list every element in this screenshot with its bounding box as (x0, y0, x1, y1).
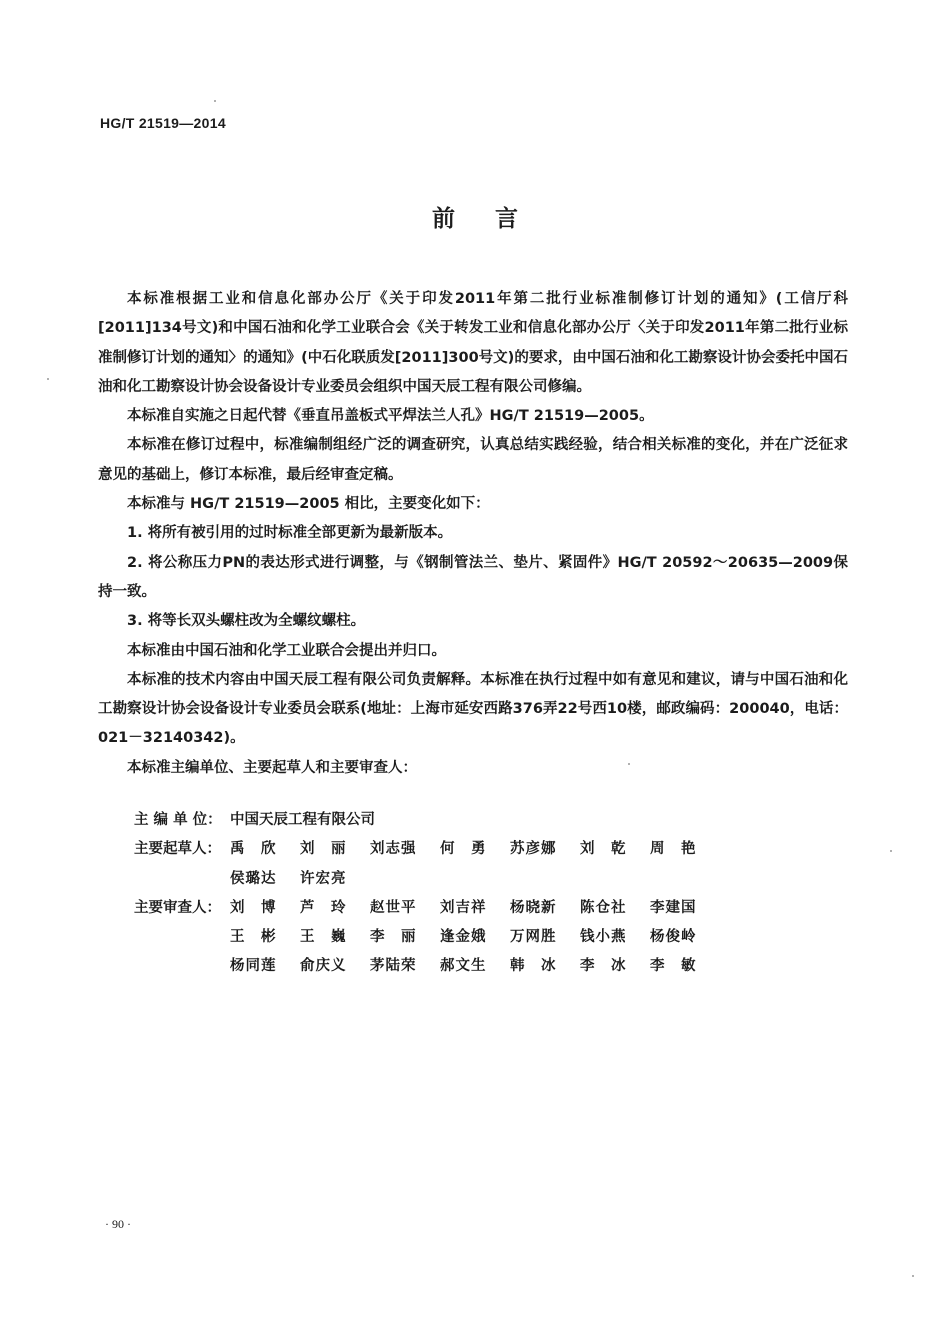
person-name: 禹 欣 (230, 841, 277, 858)
page-number: · 90 · (105, 1217, 131, 1231)
person-name: 陈仓社 (580, 899, 627, 916)
reviewers-row-2 (134, 923, 720, 952)
paragraph: 本标准与 HG/T 21519—2005 相比，主要变化如下： (127, 496, 490, 513)
scan-speck (47, 378, 49, 380)
reviewers-row-3 (134, 952, 720, 981)
person-name: 俞庆义 (300, 958, 347, 975)
person-name: 刘志强 (370, 841, 417, 858)
page-title: 前言 (432, 206, 558, 232)
drafters-label: 主要起草人： (134, 841, 221, 858)
chief-unit-label: 主 编 单 位： (134, 812, 222, 828)
reviewers-label: 主要审查人： (134, 899, 221, 916)
person-name: 何 勇 (440, 841, 487, 858)
drafters-row-2 (134, 865, 720, 894)
person-name: 刘 乾 (580, 841, 627, 858)
person-name: 杨俊岭 (650, 929, 697, 946)
drafters-names (230, 865, 370, 894)
drafters-row (134, 835, 720, 864)
person-name: 周 艳 (650, 841, 697, 858)
drafters-names (230, 835, 720, 864)
preface-body (98, 285, 848, 783)
paragraph: 本标准在修订过程中，标准编制组经广泛的调查研究，认真总结实践经验，结合相关标准的变化，并在广泛征求意见的基础上，修订本标准，最后经审查定稿。 (98, 437, 848, 483)
change-item: 2. 将公称压力PN的表达形式进行调整，与《钢制管法兰、垫片、紧固件》HG/T 20592～20635—2009保持一致。 (98, 554, 848, 600)
reviewers-names (230, 952, 720, 981)
person-name: 李 冰 (580, 958, 627, 975)
person-name: 李 敏 (650, 958, 697, 975)
person-name: 刘吉祥 (440, 899, 487, 916)
person-name: 杨同莲 (230, 958, 277, 975)
scan-speck (628, 763, 630, 765)
paragraph: 本标准由中国石油和化学工业联合会提出并归口。 (127, 642, 446, 659)
person-name: 李 丽 (370, 929, 417, 946)
person-name: 苏彦娜 (510, 841, 557, 858)
change-item: 3. 将等长双头螺柱改为全螺纹螺柱。 (127, 613, 366, 630)
person-name: 钱小燕 (580, 929, 627, 946)
document-code: HG/T 21519—2014 (100, 115, 226, 131)
person-name: 芦 玲 (300, 899, 347, 916)
chief-unit-row (134, 806, 720, 835)
person-name: 郝文生 (440, 958, 487, 975)
person-name: 万网胜 (510, 929, 557, 946)
paragraph: 本标准自实施之日起代替《垂直吊盖板式平焊法兰人孔》HG/T 21519—2005。 (127, 408, 654, 425)
change-item: 1. 将所有被引用的过时标准全部更新为最新版本。 (127, 525, 453, 542)
scan-speck (890, 850, 892, 852)
person-name: 侯璐达 (230, 870, 277, 887)
person-name: 刘 博 (230, 899, 277, 916)
person-name: 许宏亮 (300, 870, 347, 887)
person-name: 茅陆荣 (370, 958, 417, 975)
staff-list (134, 806, 720, 982)
paragraph: 本标准根据工业和信息化部办公厅《关于印发2011年第二批行业标准制修订计划的通知》(工信厅科[2011]134号文)和中国石油和化学工业联合会《关于转发工业和信息化部办公厅〈关于印发2011年第二批行业标准制修订计划的通知〉的通知》(中石化联质发[2011]300号文)的要求，由中国石油和化工勘察设计协会委托中国石油和化工勘察设计协会设备设计专业委员会组织中国天辰工程有限公司修编。 (98, 291, 848, 395)
person-name: 王 彬 (230, 929, 277, 946)
person-name: 杨晓新 (510, 899, 557, 916)
person-name: 刘 丽 (300, 841, 347, 858)
reviewers-names (230, 923, 720, 952)
person-name: 赵世平 (370, 899, 417, 916)
chief-unit-value: 中国天辰工程有限公司 (230, 812, 375, 828)
reviewers-names (230, 894, 720, 923)
person-name: 逢金娥 (440, 929, 487, 946)
paragraph: 本标准的技术内容由中国天辰工程有限公司负责解释。本标准在执行过程中如有意见和建议，请与中国石油和化工勘察设计协会设备设计专业委员会联系(地址：上海市延安西路376弄22号西10楼，邮政编码：200040，电话：021－32140342)。 (98, 671, 848, 747)
scan-speck (912, 1275, 914, 1277)
scan-speck (214, 100, 216, 102)
person-name: 韩 冰 (510, 958, 557, 975)
reviewers-row (134, 894, 720, 923)
person-name: 王 巍 (300, 929, 347, 946)
person-name: 李建国 (650, 899, 697, 916)
paragraph: 本标准主编单位、主要起草人和主要审查人： (127, 759, 417, 776)
